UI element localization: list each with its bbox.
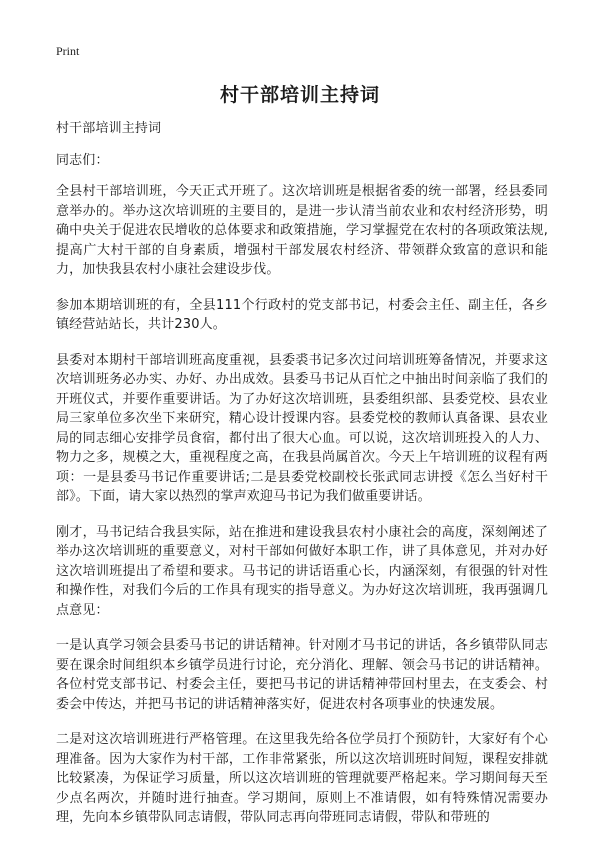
print-link[interactable]: Print [56, 44, 80, 58]
paragraph-point-one: 一是认真学习领会县委马书记的讲话精神。针对刚才马书记的讲话，各乡镇带队同志要在课余时间组织本乡镇学员进行讨论，充分消化、理解、领会马书记的讲话精神。各位村党支部书记、村委会主任，要把马书记的讲话精神带回村里去，在支委会、村委会中传达，并把马书记的讲话精神落实好，促进农村各项事业的快速发展。 [56, 638, 548, 712]
paragraph-point-two: 二是对这次培训班进行严格管理。在这里我先给各位学员打个预防针，大家好有个心理准备。因为大家作为村干部，工作非常紧张，所以这次培训班时间短，课程安排就比较紧凑，为保证学习质量，所以这次培训班的管理就要严格起来。学习期间每天至少点名两次，并随时进行抽查。学习期间，原则上不准请假，如有特殊情况需要办理，先向本乡镇带队同志请假，带队同志再向带班同志请假，带队和带班的 [56, 732, 548, 825]
paragraph-importance: 县委对本期村干部培训班高度重视，县委裘书记多次过问培训班筹备情况，并要求这次培训班务必办实、办好、办出成效。县委马书记从百忙之中抽出时间亲临了我们的开班仪式，并要作重要讲话。为了办好这次培训班，县委组织部、县委党校、县农业局三家单位多次坐下来研究，精心设计授课内容。县委党校的教师认真备课、县农业局的同志细心安排学员食宿，都付出了很大心血。可以说，这次培训班投入的人力、物力之多，规模之大，重视程度之高，在我县尚属首次。今天上午培训班的议程有两项：一是县委马书记作重要讲话;二是县委党校副校长张武同志讲授《怎么当好村干部》。下面，请大家以热烈的掌声欢迎马书记为我们做重要讲话。 [56, 352, 548, 504]
paragraph-summary: 刚才，马书记结合我县实际，站在推进和建设我县农村小康社会的高度，深刻阐述了举办这次培训班的重要意义，对村干部如何做好本职工作，讲了具体意见，并对办好这次培训班提出了希望和要求。马书记的讲话语重心长，内涵深刻，有很强的针对性和操作性，对我们今后的工作具有现实的指导意义。为办好这次培训班，我再强调几点意见： [56, 524, 548, 618]
page-title: 村干部培训主持词 [219, 84, 380, 106]
salutation: 同志们： [56, 152, 109, 168]
paragraph-participants: 参加本期培训班的有，全县111个行政村的党支部书记，村委会主任、副主任，各乡镇经营站站长，共计230人。 [56, 297, 548, 332]
paragraph-opening: 全县村干部培训班，今天正式开班了。这次培训班是根据省委的统一部署，经县委同意举办的。举办这次培训班的主要目的，是进一步认清当前农业和农村经济形势，明确中央关于促进农民增收的总体要求和政策措施，学习掌握党在农村的各项政策法规,提高广大村干部的自身素质，增强村干部发展农村经济、带领群众致富的意识和能力，加快我县农村小康社会建设步伐。 [56, 184, 548, 277]
document-body [56, 119, 548, 844]
document-subtitle: 村干部培训主持词 [56, 121, 162, 136]
